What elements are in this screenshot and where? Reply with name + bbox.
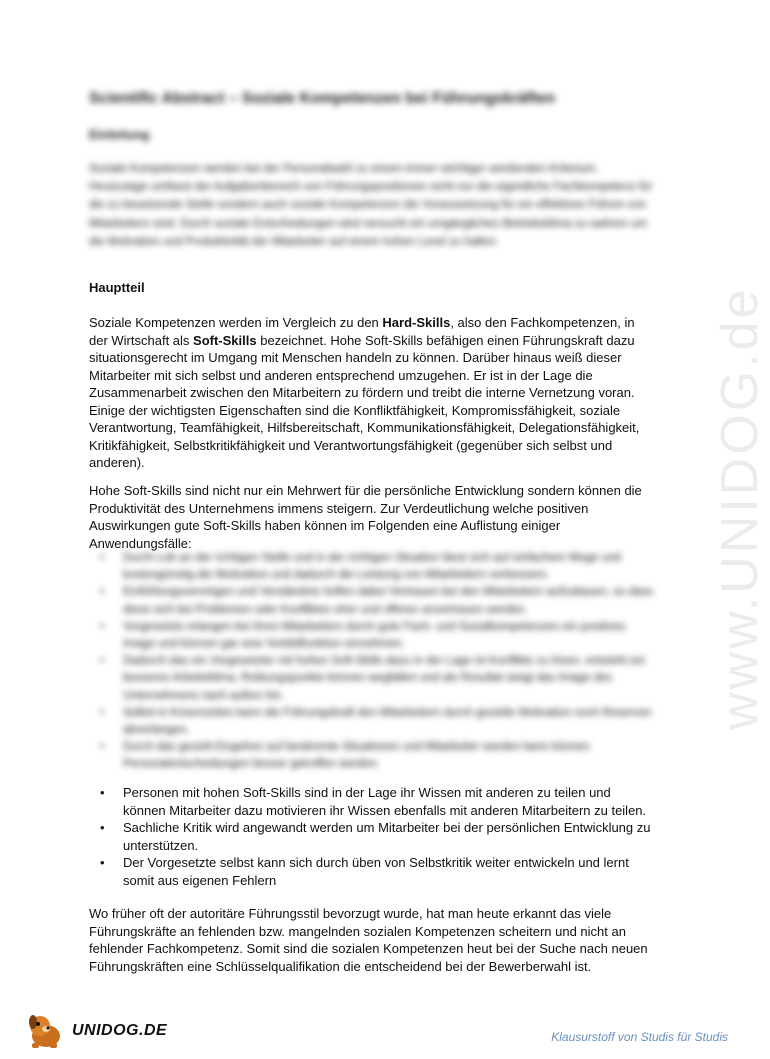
bullet-glyph: • bbox=[100, 620, 105, 633]
bullet-text: Personen mit hohen Soft-Skills sind in der Lage ihr Wissen mit anderen zu teilen und können Mitarbeiter dazu motivieren ihr Wissen ebenfalls mit anderen Mitarbeitern zu teilen. bbox=[123, 785, 647, 818]
watermark: www.UNIDOG.de bbox=[711, 286, 769, 730]
bullet-glyph: • bbox=[100, 855, 105, 871]
main-heading: Hauptteil bbox=[89, 280, 145, 295]
list-item bbox=[96, 705, 656, 739]
paragraph-mehrwert: Hohe Soft-Skills sind nicht nur ein Mehrwert für die persönliche Entwicklung sondern können die Produktivität des Unternehmens immens steigern. Zur Verdeutlichung welche positiven Auswirkungen gute Soft-Skills haben können im Folgenden eine Auflistung einiger Anwendungsfälle: bbox=[89, 483, 642, 551]
list-item bbox=[96, 550, 656, 584]
bullet-text: Dadurch das ein Vorgesetzter mit hohen Soft-Skills dazu in der Lage ist Konflikte zu lösen, entsteht ein besseres Arbeitsklima, Reibungspunkte können wegfallen und als Resultat steigt das Image des Unternehmens nach außen hin. bbox=[123, 655, 646, 702]
bullet-text: Selbst in Krisenzeiten kann die Führungskraft den Mitarbeitern durch gezielte Motivation noch Reserven abverlangen. bbox=[123, 706, 652, 737]
bullet-glyph: • bbox=[100, 741, 105, 754]
blurred-bullet-list bbox=[96, 550, 656, 774]
intro-heading: Einleitung bbox=[89, 128, 150, 142]
unidog-logo[interactable] bbox=[24, 1010, 168, 1050]
hard-skills-term: Hard-Skills bbox=[382, 315, 451, 330]
dog-mascot-icon bbox=[24, 1010, 68, 1050]
list-item bbox=[96, 619, 656, 653]
bullet-text: Sachliche Kritik wird angewandt werden um Mitarbeiter bei der persönlichen Entwicklung zu unterstützen. bbox=[123, 820, 651, 853]
list-item bbox=[96, 584, 656, 618]
list-item bbox=[96, 653, 656, 705]
bullet-glyph: • bbox=[100, 655, 105, 668]
bullet-glyph: • bbox=[100, 785, 105, 800]
list-item bbox=[96, 819, 656, 854]
bullet-text: Der Vorgesetzte selbst kann sich durch üben von Selbstkritik weiter entwickeln und lernt somit aus eigenen Fehlern bbox=[123, 855, 629, 888]
document-title: Scientific Abstract – Soziale Kompetenzen bei Führungskräften bbox=[89, 90, 556, 107]
logo-text: UNIDOG.DE bbox=[72, 1022, 168, 1039]
bullet-text: Einfühlungsvermögen und Verständnis helfen dabei Vertrauen bei den Mitarbeitern aufzubauen, so dass diese sich bei Problemen oder Konflikten eher und offener anvertrauen werden. bbox=[123, 586, 653, 616]
intro-paragraph: Soziale Kompetenzen werden bei der Personalwahl zu einem immer wichtiger werdenden Kriterium. Heutzutage umfasst der Aufgabenbereich von Führungspositionen nicht nur die eigentliche Fachkompetenz für die zu besetzende Stelle sondern auch soziale Kompetenzen die Voraussetzung für ein effektives Führen von Mitarbeitern sind. Durch soziale Entscheidungen wird versucht ein umgängliches Betriebsklima zu wahren um die Motivation und Produktivität der Mitarbeiter auf einem hohen Level zu halten. bbox=[89, 163, 653, 248]
p1-text-c: , also den Fachkompetenzen, in der Wirtschaft als bbox=[89, 315, 635, 348]
paragraph-conclusion: Wo früher oft der autoritäre Führungsstil bevorzugt wurde, hat man heute erkannt das viele Führungskräfte an fehlenden bzw. mangelnden sozialen Kompetenzen scheitern und nicht an fehlender Fachkompetenz. Somit sind die sozialen Kompetenzen heut bei der Suche nach neuen Führungskräften eine Schlüsselqualifikation die entscheidend bei der Bewerberwahl ist. bbox=[89, 906, 648, 974]
paragraph-soft-skills bbox=[89, 314, 649, 472]
bullet-list bbox=[96, 784, 656, 890]
footer-tagline: Klausurstoff von Studis für Studis bbox=[551, 1030, 728, 1044]
bullet-text: Vorgesetzte erlangen bei ihren Mitarbeitern durch gute Fach- und Sozialkompetenzen ein positives Image und können gar eine Vorbildfunktion einnehmen. bbox=[123, 620, 626, 651]
bullet-text: Durch das gezielt Eingehen auf bestimmte Situationen und Mitarbeiter werden kann können Personalentscheidungen besser getroffen werden. bbox=[123, 741, 590, 771]
list-item bbox=[96, 784, 656, 819]
bullet-glyph: • bbox=[100, 706, 105, 719]
bullet-glyph: • bbox=[100, 820, 105, 836]
bullet-glyph: • bbox=[100, 586, 105, 599]
p1-text-a: Soziale Kompetenzen werden im Vergleich zu den bbox=[89, 315, 383, 330]
list-item bbox=[96, 854, 656, 889]
bullet-text: Durch Lob an der richtigen Stelle und in der richtigen Situation lässt sich auf einfachem Wege und kostengünstig die Motivation und dadurch die Leistung von Mitarbeitern verbessern. bbox=[123, 552, 621, 582]
soft-skills-term: Soft-Skills bbox=[193, 332, 257, 348]
p1-text-e: bezeichnet. Hohe Soft-Skills befähigen einen Führungskraft dazu situationsgerecht im Umgang mit Menschen handeln zu können. Darüber hinaus weiß dieser Mitarbeiter mit sich selbst und anderen entsprechend umzugehen. Er ist in der Lage die Zusammenarbeit zwischen den Mitarbeitern zu fördern und treibt die interne Vernetzung voran. Einige der wichtigsten Eigenschaften sind die Konfliktfähigkeit, Kompromissfähigkeit, soziale Verantwortung, Teamfähigkeit, Hilfsbereitschaft, Kommunikationsfähigkeit, Delegationsfähigkeit, Kritikfähigkeit, Selbstkritikfähigkeit und Verantwortungsfähigkeit (gegenüber sich selbst und anderen). bbox=[89, 332, 640, 470]
list-item bbox=[96, 739, 656, 773]
bullet-glyph: • bbox=[100, 552, 105, 564]
